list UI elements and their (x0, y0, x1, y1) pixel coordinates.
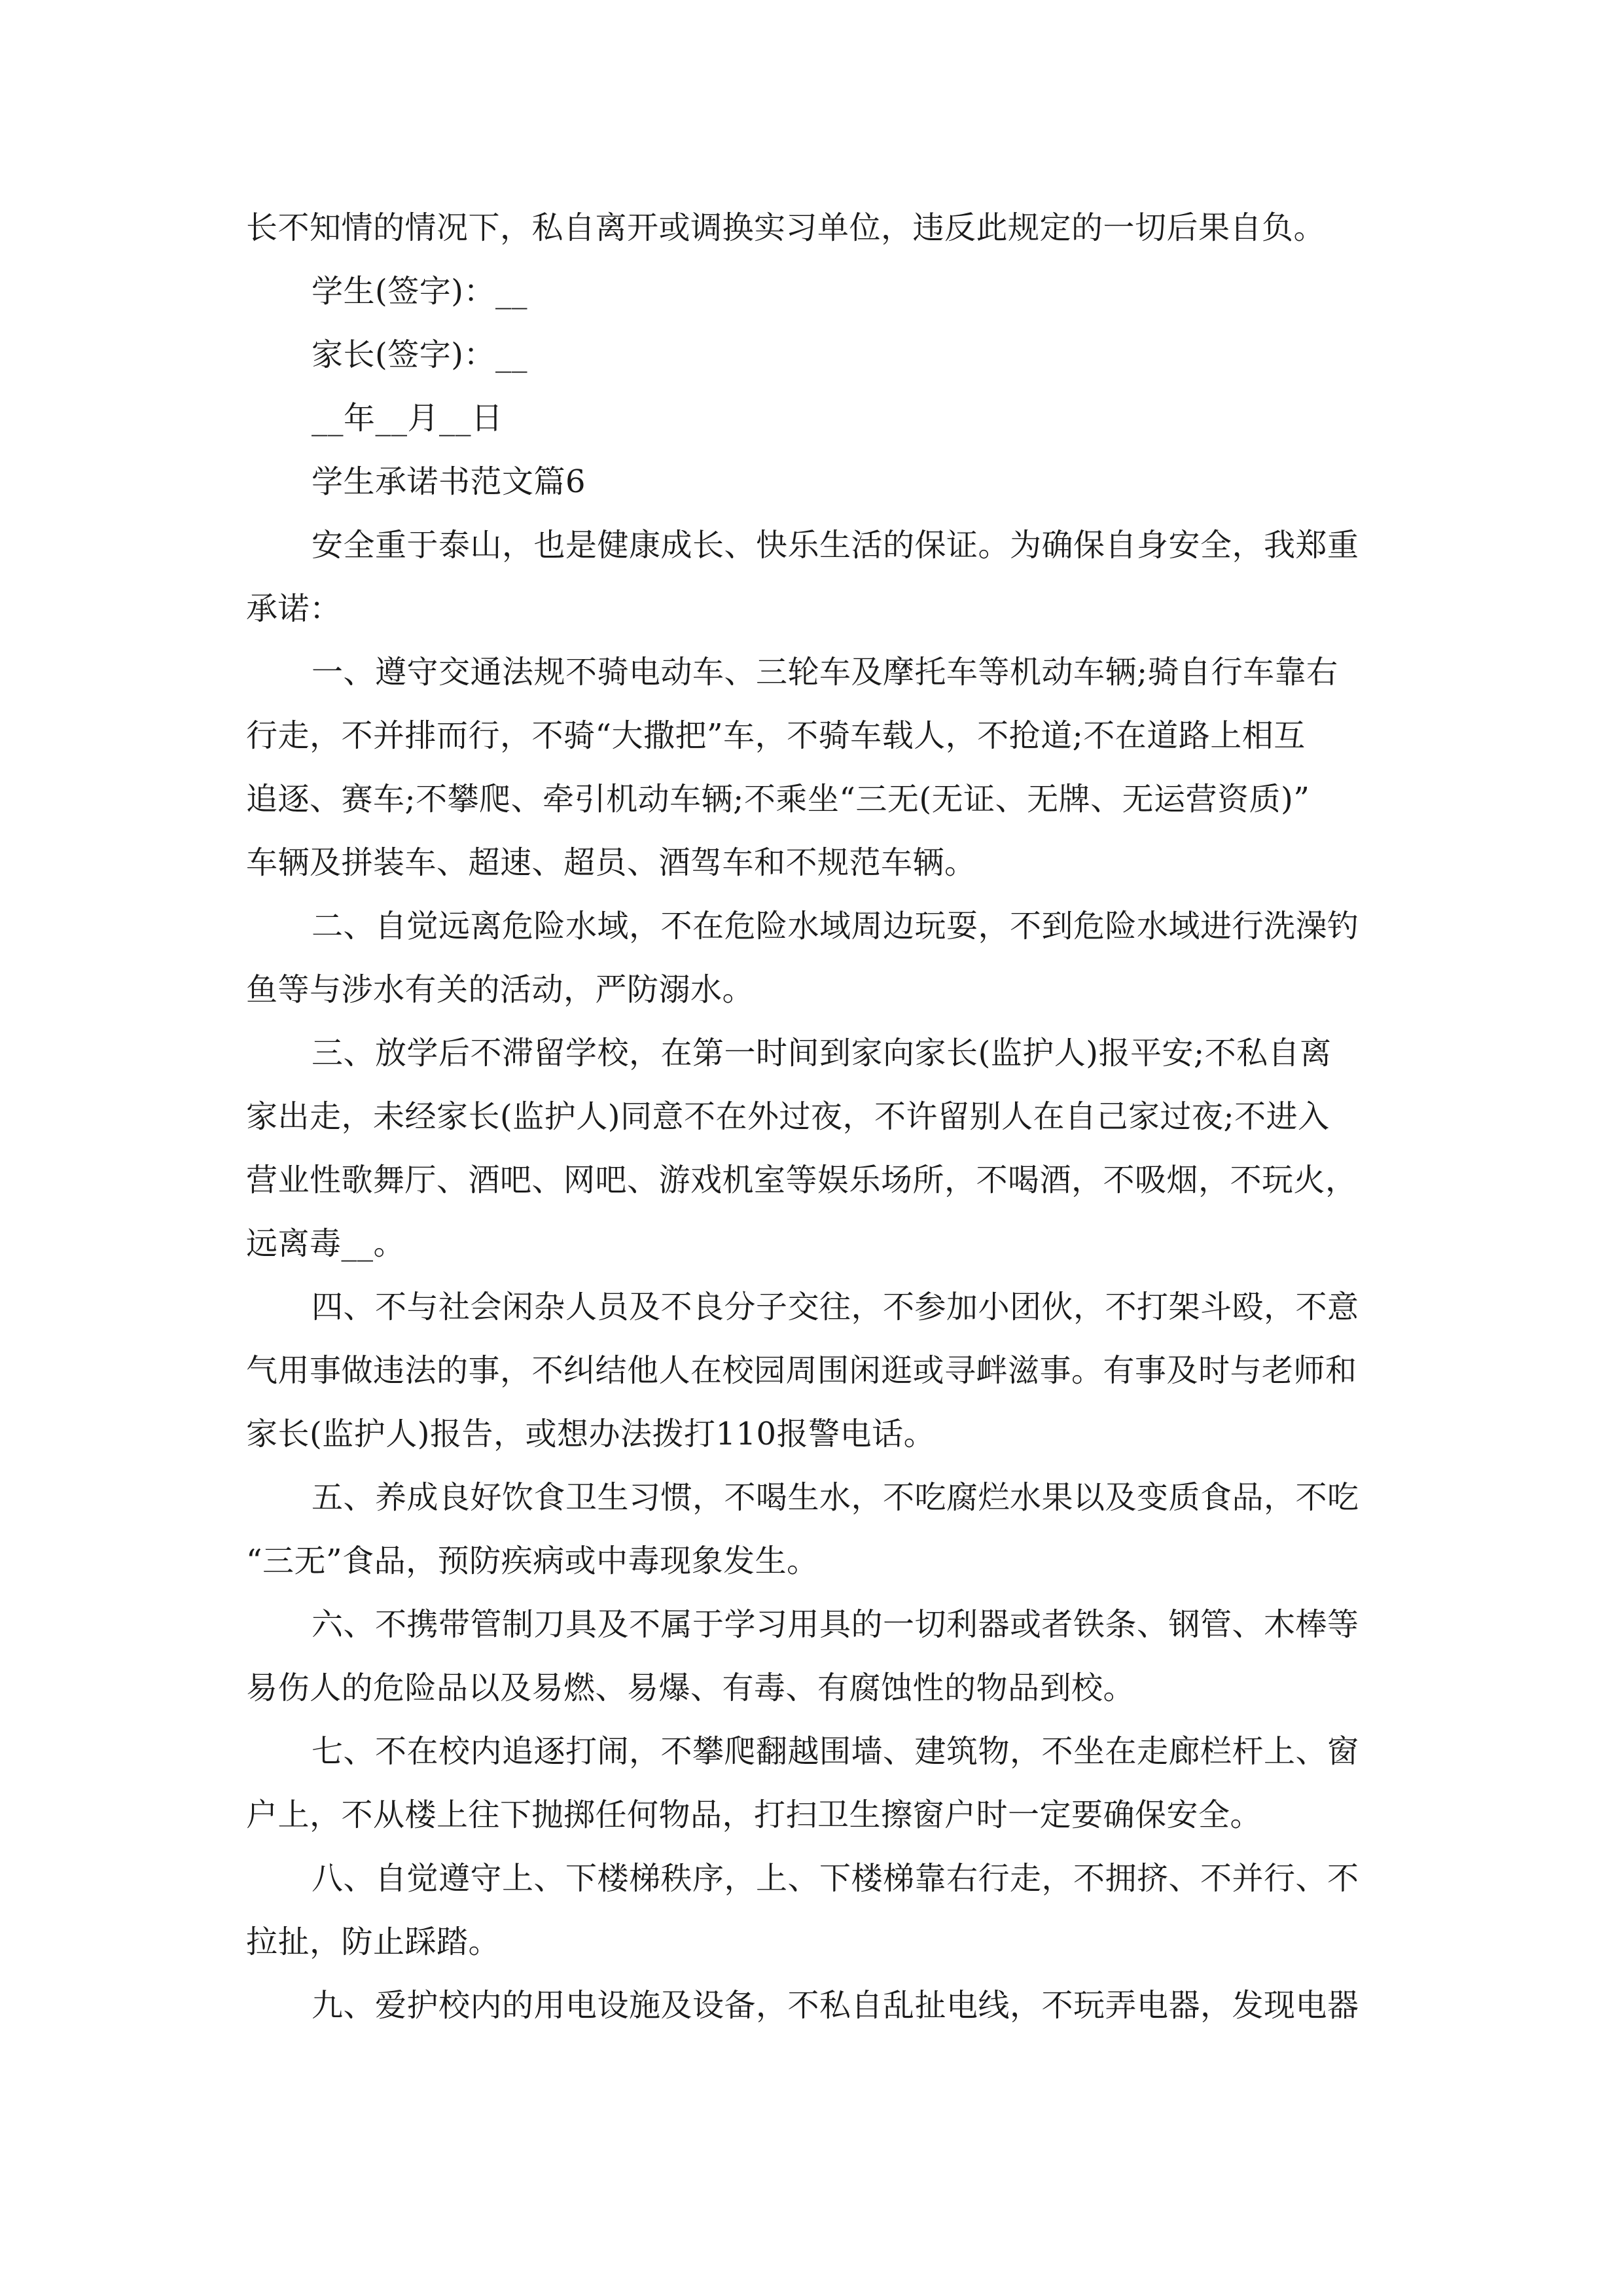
text-line: 家出走，未经家长(监护人)同意不在外过夜，不许留别人在自己家过夜;不进入 (246, 1098, 1330, 1135)
text-line: 车辆及拼装车、超速、超员、酒驾车和不规范车辆。 (246, 844, 976, 881)
text-line: 气用事做违法的事，不纠结他人在校园周围闲逛或寻衅滋事。有事及时与老师和 (246, 1352, 1357, 1389)
text-line: 家长(签字)：__ (312, 336, 527, 373)
text-line: 家长(监护人)报告，或想办法拨打110报警电话。 (246, 1416, 936, 1452)
text-line: 三、放学后不滞留学校，在第一时间到家向家长(监护人)报平安;不私自离 (312, 1035, 1332, 1071)
text-line: 追逐、赛车;不攀爬、牵引机动车辆;不乘坐“三无(无证、无牌、无运营资质)” (246, 781, 1310, 817)
text-line: 易伤人的危险品以及易燃、易爆、有毒、有腐蚀性的物品到校。 (246, 1670, 1135, 1706)
text-line: 鱼等与涉水有关的活动，严防溺水。 (246, 971, 755, 1008)
text-line: 九、爱护校内的用电设施及设备，不私自乱扯电线，不玩弄电器，发现电器 (312, 1987, 1359, 2024)
text-line: “三无”食品，预防疾病或中毒现象发生。 (246, 1543, 819, 1579)
document-body (246, 196, 1382, 2037)
text-line: 营业性歌舞厅、酒吧、网吧、游戏机室等娱乐场所，不喝酒，不吸烟，不玩火， (246, 1162, 1357, 1198)
text-line: 安全重于泰山，也是健康成长、快乐生活的保证。为确保自身安全，我郑重 (312, 527, 1359, 564)
text-line: 学生承诺书范文篇6 (312, 463, 586, 500)
text-line: 二、自觉远离危险水域，不在危险水域周边玩耍，不到危险水域进行洗澡钓 (312, 908, 1359, 944)
text-line: 六、不携带管制刀具及不属于学习用具的一切利器或者铁条、钢管、木棒等 (312, 1606, 1359, 1643)
text-line: 户上，不从楼上往下抛掷任何物品，打扫卫生擦窗户时一定要确保安全。 (246, 1797, 1262, 1833)
text-line: 拉扯，防止踩踏。 (246, 1924, 501, 1960)
text-line: 长不知情的情况下，私自离开或调换实习单位，违反此规定的一切后果自负。 (246, 209, 1326, 246)
text-line: 五、养成良好饮食卫生习惯，不喝生水，不吃腐烂水果以及变质食品，不吃 (312, 1479, 1359, 1516)
text-line: 一、遵守交通法规不骑电动车、三轮车及摩托车等机动车辆;骑自行车靠右 (312, 654, 1338, 691)
text-line: 学生(签字)：__ (312, 273, 527, 310)
text-line: 行走，不并排而行，不骑“大撒把”车，不骑车载人，不抢道;不在道路上相互 (246, 717, 1306, 754)
text-line: 承诺： (246, 590, 342, 627)
text-line: 远离毒__。 (246, 1225, 406, 1262)
text-line: 四、不与社会闲杂人员及不良分子交往，不参加小团伙，不打架斗殴，不意 (312, 1289, 1359, 1325)
text-line: 七、不在校内追逐打闹，不攀爬翻越围墙、建筑物，不坐在走廊栏杆上、窗 (312, 1733, 1359, 1770)
text-line: 八、自觉遵守上、下楼梯秩序，上、下楼梯靠右行走，不拥挤、不并行、不 (312, 1860, 1359, 1897)
text-line: __年__月__日 (312, 400, 503, 437)
